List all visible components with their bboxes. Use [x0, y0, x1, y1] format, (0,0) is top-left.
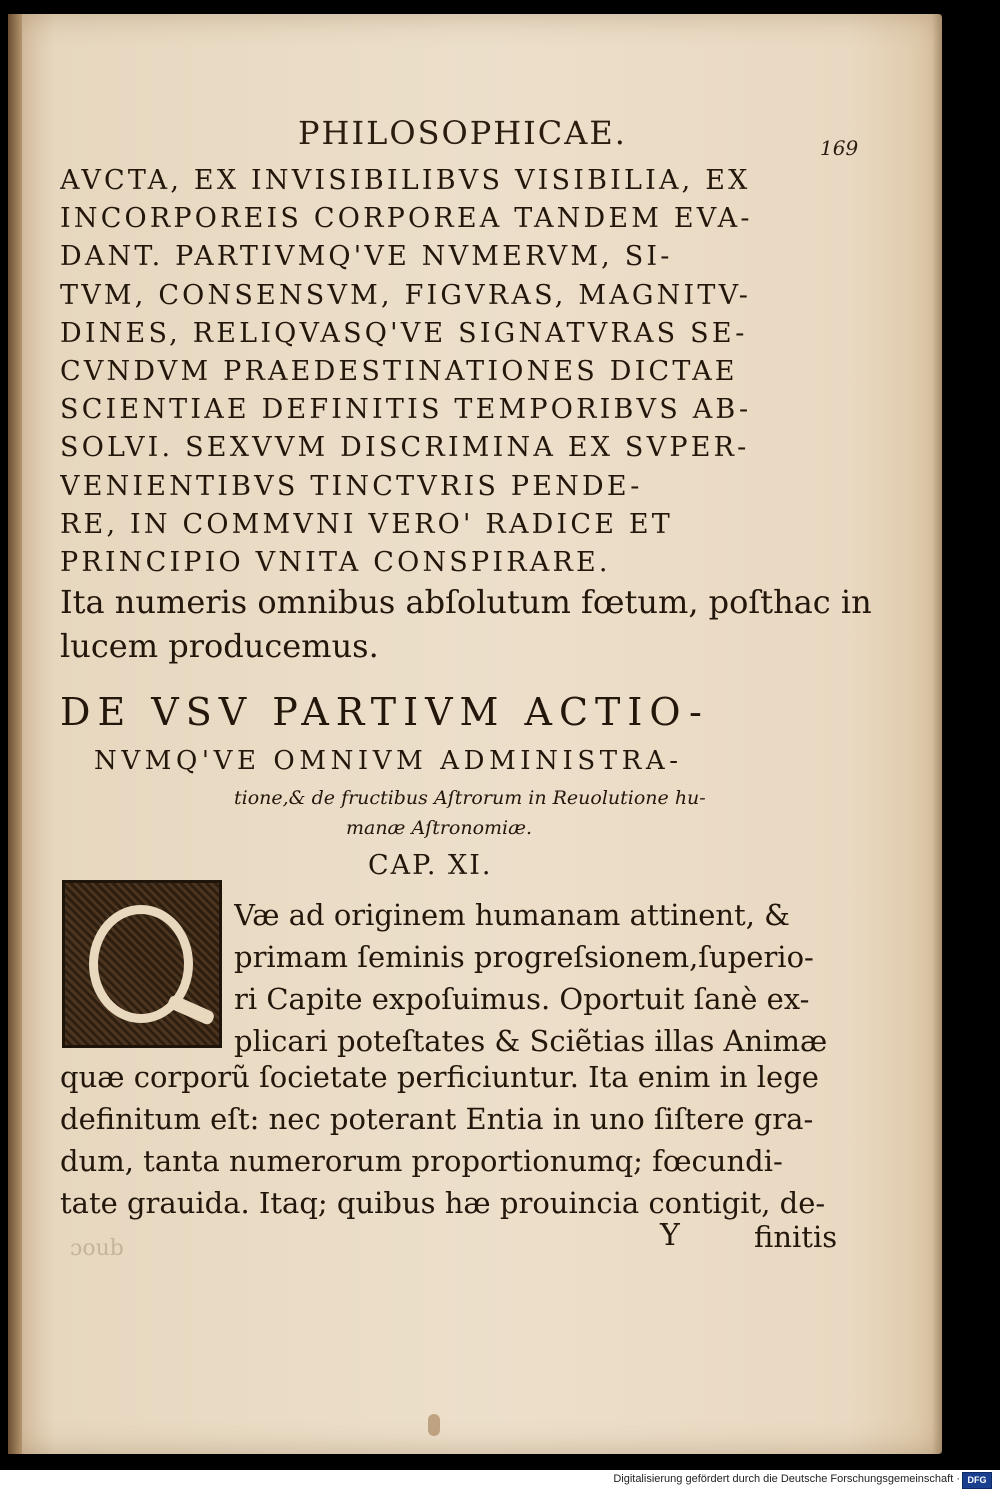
continued-paragraph [60, 1056, 852, 1224]
closing-paragraph [60, 580, 900, 668]
book-page [8, 14, 942, 1454]
text-line: TVM, CONSENSVM, FIGVRAS, MAGNITV- [60, 279, 752, 311]
chapter-title-line-1: DE VSV PARTIVM ACTIO- [60, 690, 709, 734]
text-line: RE, IN COMMVNI VERO' RADICE ET [60, 508, 674, 540]
text-line: AVCTA, EX INVISIBILIBVS VISIBILIA, EX [60, 165, 751, 196]
text-line: tate grauida. Itaq; quibus hæ prouincia contigit, de- [60, 1186, 826, 1220]
page-stain [428, 1414, 440, 1436]
text-line: definitum eſt: nec poterant Entia in uno ſiſtere gra- [60, 1102, 814, 1136]
text-line: SCIENTIAE DEFINITIS TEMPORIBVS AB- [60, 394, 752, 426]
page-edge [932, 14, 942, 1454]
text-line: CVNDVM PRAEDESTINATIONES DICTAE [60, 356, 738, 388]
text-line: DANT. PARTIVMQ'VE NVMERVM, SI- [60, 241, 673, 273]
chapter-title-line-2: NVMQ'VE OMNIVM ADMINISTRA- [94, 746, 683, 776]
capitals-paragraph [60, 162, 900, 582]
text-line: lucem producemus. [60, 627, 379, 665]
text-line: plicari poteſtates & Sciẽtias illas Animæ [234, 1024, 828, 1058]
catchword: finitis [754, 1220, 838, 1254]
text-line: Ita numeris omnibus abſolutum fœtum, poſthac in [60, 583, 872, 621]
text-line: INCORPOREIS CORPOREA TANDEM EVA- [60, 203, 753, 235]
text-line: DINES, RELIQVASQ'VE SIGNATVRAS SE- [60, 317, 748, 349]
text-line: quæ corporũ ſocietate perficiuntur. Ita enim in lege [60, 1060, 819, 1094]
page-number: 169 [820, 136, 859, 160]
bleed-through-text: ɔoub [70, 1236, 124, 1261]
funding-credit: Digitalisierung gefördert durch die Deutsche Forschungsgemeinschaft · [613, 1473, 960, 1485]
text-line: VENIENTIBVS TINCTVRIS PENDE- [60, 470, 643, 502]
chapter-subtitle-line-1: tione,& de fructibus Aſtrorum in Reuolutione hu- [234, 787, 706, 809]
text-line: dum, tanta numerorum proportionumq; fœcundi- [60, 1144, 783, 1178]
running-head: PHILOSOPHICAE. [298, 114, 627, 152]
initial-letter-tail [166, 994, 216, 1026]
text-line: ri Capite expoſuimus. Oportuit ſanè ex- [234, 982, 810, 1016]
text-line: PRINCIPIO VNITA CONSPIRARE. [60, 547, 611, 579]
text-line: Væ ad originem humanam attinent, & [234, 898, 790, 932]
signature-mark: Y [660, 1218, 680, 1253]
dfg-logo: DFG [962, 1472, 992, 1489]
initial-paragraph [234, 894, 854, 1062]
chapter-number: CAP. XI. [368, 850, 493, 881]
text-line: SOLVI. SEXVVM DISCRIMINA EX SVPER- [60, 432, 750, 464]
text-line: primam ſeminis progreſsionem,ſuperio- [234, 940, 814, 974]
chapter-subtitle-line-2: manæ Aſtronomiæ. [345, 817, 533, 839]
decorated-initial-q-icon [62, 880, 222, 1048]
page-spine [8, 14, 22, 1454]
